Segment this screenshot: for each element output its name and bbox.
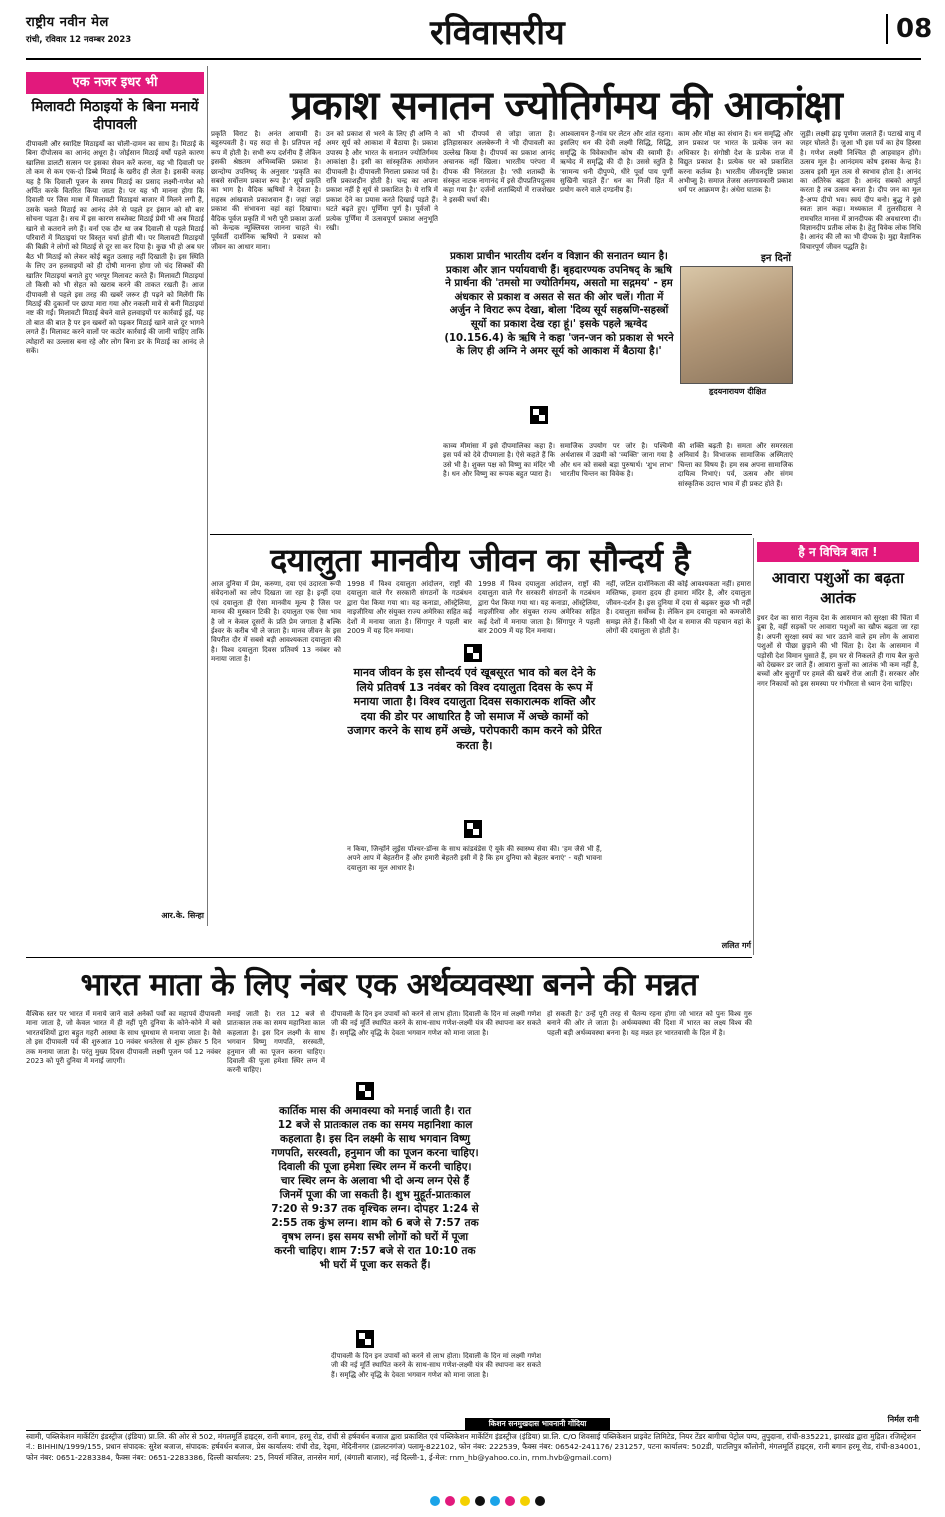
sidebar-headline: मिलावटी मिठाइयों के बिना मनायें दीपावली xyxy=(31,99,199,133)
sidebar-right-body: इधर देश का सारा नेतृत्व देश के आसमान को सुरक्षा की चिंता में डूबा है, वहीं सड़कों पर आवारा पशुओं का खौफ बढ़ता जा रहा है। अपनी सुरक्षा स्वयं का भार उठाने वाले हम लोग के आवारा पशुओं से पीछा छुड़ाने की भी चिंता है। देश के आसमान में पड़ोसी देश विमान घुसाते हैं, हम घर से निकलते ही गाय बैल कुत्ते को देखकर डर जाते हैं। आवारा कुत्तों का आतंक भी कम नहीं है, बच्चों और बुजुर्गों पर हमले की खबरें रोज आती हैं। सरकार और नगर निकायों को इस समस्या पर गंभीरता से ध्यान देना चाहिए। xyxy=(757,614,919,688)
photo-caption: हृदयनारायण दीक्षित xyxy=(708,387,767,396)
decor-square-icon xyxy=(530,406,548,424)
decor-square-icon xyxy=(356,1330,374,1348)
sidebar-body: दीपावली और स्वादिष्ट मिठाइयों का चोली-दामन का साथ है। मिठाई के बिना दीपोत्सव का आनंद अधूरा है। जोईसान मिठाई वर्षों पहले कारण खालिस डालटी सत्सन पर इसका सेवन करें करना, यह भी दिवाली पर तो कम से कम एक-दो डिब्बे मिठाई के खरीद ही लेता है। इसकी वजह यह है कि दिवाली पूजन के समय मिठाई का प्रसाद लक्ष्मी-गणेश को अर्पित करके वितरित किया जाता है। पर यह भी मानना होगा कि दिवाली पर जिस मात्रा में मिलावटी मिठाइयां बाजार में मिलने लगी हैं, उसके चलते मिठाई का आनंद लेने से पहले हर इंसान को सौ बार सोचना पड़ता है। सच में इस कारण सब्जेक्ट मिठाई प्रेमी भी अब मिठाई खाने से कतराने लगे हैं। वर्ना एक दौर था जब दिवाली से पहले मिठाई परिवारों में मिठाइयां पर विस्तृत चर्चा होती थी। पर मिलावटी मिठाइयों की बिक्री ने लोगों को मिठाई से दूर सा कर दिया है। कुछ भी हो अब घर बैठ भी मिठाई को लेकर कोई बहुत उत्साह नहीं दिखाती है। इस स्थिति के लिए उन हलवाइयों को ही दोषी मानना होगा जो चंद सिक्कों की खातिर मिठाइयां बनाते हुए भरपूर मिलावट करते हैं। मिलावटी मिठाइयां तो किसी को भी सेहत को खराब करने की ताकत रखती हैं। आज दीपावली से पहले इस तरह की खबरें जरूर ही पढ़ने को मिलेंगी कि मिठाई की दुकानों पर छापा मारा गया और नकली मावे से बनी मिठाइयां नष्ट की गईं। मिलावटी मिठाई बेचने वाले हलवाइयों पर कार्रवाई हुई, यह तो बात की बात है पर इन खबरों को पढ़कर मिठाई खाने वाले दूर भागने लगते हैं। मिलावट करने वालों पर कठोर कार्रवाई की जानी चाहिए ताकि त्योहारों का उल्लास बना रहे और लोग बिना डर के मिठाई का आनंद ले सकें। xyxy=(26,140,204,355)
lead-pullquote: प्रकाश प्राचीन भारतीय दर्शन व विज्ञान की सनातन ध्यान है। प्रकाश और ज्ञान पर्यायवाची हैं। बृहदारण्यक उपनिषद् के ऋषि ने प्रार्थना की 'तमसो मा ज्योतिर्गमय, असतो मा सद्गमय' - हम अंधकार से प्रकाश व असत से सत की ओर चलें। गीता में अर्जुन ने विराट रूप देखा, बोला 'दिव्य सूर्य सहस्रणि-सहस्त्रों सूर्यो का प्रकाश देख रहा हूं।' इसके पहले ऋग्वेद (10.156.4) के ऋषि ने कहा 'जन-जन को प्रकाश से भरने के लिए ही अग्नि ने अमर सूर्य को आकाश में बैठाया है।' xyxy=(444,251,674,358)
author-photo xyxy=(680,266,793,384)
second-col-1: आज दुनिया में प्रेम, करुणा, दया एवं उदारता रूपी संवेदनाओं का लोप दिखता जा रहा है। इन्हीं दया एवं दयालुता ही ऐसा मानवीय मूल्य है जिस पर मानव की मुस्कान टिकी है। दयालुता एक ऐसा भाव है जो न केवल दूसरों के प्रति प्रेम जगाता है बल्कि ईश्वर के करीब भी ले जाता है। मानव जीवन के इस विपरीत दौर में सबसे बड़ी आवश्यकता दयालुता की है। विश्व दयालुता दिवस प्रतिवर्ष 13 नवंबर को मनाया जाता है। xyxy=(211,580,341,664)
sidebar-tag: एक नजर इधर भी xyxy=(26,72,204,94)
decor-square-icon xyxy=(356,1082,374,1100)
footer-imprint: स्वामी, पब्लिकेशन मार्केटिंग इंडस्ट्रीज (इंडिया) प्रा.लि. की ओर से 502, मंगलमूर्ति हाइट्स, रानी बगान, हरमू रोड, रांची से हर्षवर्धन बजाज द्वारा प्रकाशित एवं पब्लिकेशन मार्केटिंग इंडस्ट्रीज (इंडिया) प्रा.लि. C/O शिवसाई पब्लिकेशन प्राइवेट लिमिटेड, नियर टेंडर बागीचा पेट्रोल पम्प, तुपुदाना, रांची-835221, झारखंड द्वारा मुद्रित। रजिस्ट्रेशन नं.: BIHHIN/1999/155, प्रधान संपादक: सुरेश बजाज, संपादक: हर्षवर्धन बजाज, प्रेस कार्यालय: रांची रोड, रेड्मा, मेदिनीनगर (डालटनगंज) पलामू-822102, फोन नंबर: 222539, फैक्स नंबर: 06542-241176/ 231257, पटना कार्यालय: 502डी, पाटलिपुत्र कॉलोनी, मंगलमूर्ति हाइट्स, रानी बगान हरमू रोड, रांची-834001, फोन नंबर: 0651-2283384, फैक्स नंबर: 0651-2283386, दिल्ली कार्यालय: 25, नियर्स मंजिल, तानसेन मार्ग, (बंगाली बाजार), नई दिल्ली-1, ई-मेल: rnm_hb@yahoo.co.in, rnm.hvb@gmail.com) xyxy=(26,1432,921,1462)
lead-col-2: उन को प्रकाश से भरने के लिए ही अग्नि ने अमर सूर्य को आकाश में बैठाया है। प्रकाश उपास्य है और भारत के सनातन ज्योतिर्गमय आकांक्षा है। इसी का सांस्कृतिक आयोजन दीपावली है। दीपावली निराला प्रकाश पर्व है। रात्रि प्रकाशहीन होती है। चन्द्र का अपना प्रकाश नहीं है सूर्य से प्रकाशित है। ये रात्रि में प्रकाश देने का प्रयास करते दिखाई पड़ते हैं। घटते बढ़ते हुए। पूर्णिमा पूर्ण है। पूर्वजों ने प्रत्येक पूर्णिमा में उत्सवपूर्ण प्रकाश अनुभूति रखी। xyxy=(326,130,438,233)
masthead-rule xyxy=(26,58,921,60)
lead-col-b2: समाजिक उपयोग पर जोर है। पश्चिमी अर्थशास्त्र में उद्यमी को 'व्यक्ति' जाना गया है और धन को सबसे बड़ा पुरुषार्थ। 'शुभ लाभ' भारतीय चिन्तन का विवेक है। xyxy=(560,442,673,479)
masthead xyxy=(26,12,226,45)
sidebar-byline: आर.के. सिन्हा xyxy=(161,911,204,920)
section-rule xyxy=(26,957,752,958)
third-col-2: मनाई जाती है। रात 12 बजे से प्रातःकाल तक का समय महानिशा काल कहलाता है। इस दिन लक्ष्मी के साथ भगवान विष्णु गणपति, सरस्वती, हनुमान जी का पूजन करना चाहिए। दिवाली की पूजा हमेशा स्थिर लग्न में करनी चाहिए। xyxy=(227,1010,325,1075)
third-byline: किशन सनमुखदास भावनानी गोंदिया xyxy=(465,1418,610,1430)
newspaper-logo: राष्ट्रीय नवीन मेल xyxy=(26,15,109,30)
third-headline: भारत माता के लिए नंबर एक अर्थव्यवस्था बनने की मन्नत xyxy=(80,967,698,1003)
page-number: 08 xyxy=(886,14,932,44)
lead-col-1: प्रकृति विराट है। अनंत आयामी है। बहुरुपवती है। यह सदा से है। प्रतिपल नई रूप में होती है। सभी रूप दर्शनीय हैं लेकिन इसकी श्रेष्ठतम अभिव्यक्ति प्रकाश है। छान्दोग्य उपनिषद् के अनुसार 'प्रकृति का सबसे सर्वोत्तम प्रकाश रूप है।' सूर्य प्रकृति का भाग है। वैदिक ऋषियों ने देवता है। सहस्त्र आंखवाले प्रकाशवान हैं। जहां जहां प्रकाश की संभावना वहां वहां दिखाया। वैदिक पूर्वज प्रकृति में भरी पूरी प्रकाश ऊर्जा को केन्द्रक न्यूक्लियस जानना चाहते थे। पूर्ववर्ती दार्शनिक ऋषियों ने प्रकाश को जीवन का आधार माना। xyxy=(211,130,321,251)
lead-col-3: को भी दीपपर्व से जोड़ा जाता है। इतिहासकार अलबेरूनी ने भी दीपावली का उल्लेख किया है। दीपपर्व का प्रकाश आनंद अचानक नहीं खिला। भारतीय परंपरा में दीपक की निरंतरता है। 'रघी शताब्दी के संस्कृत नाटक नागानंद में इसे दीपप्रतिपदुत्सव कहा गया है।' दर्जनों शताब्दियों में राजशेखर ने इसकी चर्चा की। xyxy=(443,130,555,204)
registration-dot xyxy=(445,1496,455,1506)
registration-dot xyxy=(505,1496,515,1506)
section-rule xyxy=(210,534,752,535)
footer-rule xyxy=(26,1430,921,1431)
column-divider xyxy=(753,538,754,955)
registration-dot xyxy=(520,1496,530,1506)
third-pullquote: कार्तिक मास की अमावस्या को मनाई जाती है। रात 12 बजे से प्रातःकाल तक का समय महानिशा काल कहलाता है। इस दिन लक्ष्मी के साथ भगवान विष्णु गणपति, सरस्वती, हनुमान जी का पूजन करना चाहिए। दिवाली की पूजा हमेशा स्थिर लग्न में करनी चाहिए। चार स्थिर लग्न के अलावा भी दो अन्य लग्न ऐसे हैं जिनमें पूजा की जा सकती है। शुभ मुहूर्त-प्रातःकाल 7:20 से 9:37 तक वृश्चिक लग्न। दोपहर 1:24 से 2:55 तक कुंभ लग्न। शाम को 6 बजे से 7:57 तक वृषभ लग्न। इस समय सभी लोगों को घरों में पूजा करनी चाहिए। शाम 7:57 बजे से रात 10:10 तक भी घरों में पूजा कर सकते हैं। xyxy=(271,1105,479,1271)
decor-square-icon xyxy=(464,820,482,838)
section-title: रविवासरीय xyxy=(430,13,565,53)
lead-col-5: काम और मोक्ष का संधान है। धन समृद्धि और ज्ञान प्रकाश पर भारत के प्रत्येक जन का अधिकार है। संगोष्ठी देश के प्रत्येक राज में विद्युत प्रकाश है। प्रत्येक घर को प्रकाशित करना कर्तव्य है। भारतीय जीवनदृष्टि प्रकाश अभीप्सु है। समाज तेजस अलगावकारी प्रकाश धर्म पर आक्रमण है। अंधेरा घातक है। xyxy=(678,130,793,195)
registration-dot xyxy=(535,1496,545,1506)
second-col-2b: 1998 में विश्व दयालुता आंदोलन, राष्ट्रों की दयालुता वाले गैर सरकारी संगठनों के गठबंधन द्वारा पेश किया गया था। यह कनाडा, ऑस्ट्रेलिया, नाइजीरिया और संयुक्त राज्य अमेरिका सहित कई देशों में मनाया जाता है। सिंगापुर ने पहली बार 2009 में यह दिन मनाया। xyxy=(478,580,600,636)
registration-dot xyxy=(475,1496,485,1506)
lead-col-4: आश्वलायन है-गांव घर लेटन और शांत रहना। इसलिए धन की देवी लक्ष्मी सिद्धि, सिद्धि, समृद्धि के विवेकाधीन कोष की स्वामी हैं। ऋग्वेद में समृद्धि की दी है। उससे स्तुति है 'सामन्य धनी दीपुण्ये, धीरे पूर्वा पाय पूर्णी सुखिनी चाहते हैं।' धन का निजी हित में प्रयोग करने वाले दण्डनीय हैं। xyxy=(560,130,673,195)
second-headline: दयालुता मानवीय जीवन का सौन्दर्य है xyxy=(270,541,690,579)
color-registration-dots xyxy=(430,1496,545,1506)
second-col-2: 1998 में विश्व दयालुता आंदोलन, राष्ट्रों की दयालुता वाले गैर सरकारी संगठनों के गठबंधन द्वारा पेश किया गया था। यह कनाडा, ऑस्ट्रेलिया, नाइजीरिया और संयुक्त राज्य अमेरिका सहित कई देशों में मनाया जाता है। सिंगापुर ने पहली बार 2009 में यह दिन मनाया। xyxy=(347,580,472,636)
second-col-3: नहीं, जटिल दार्शनिकता की कोई आवश्यकता नहीं। हमारा मस्तिष्क, हमारा हृदय ही हमारा मंदिर है, और दयालुता जीवन-दर्शन है। इस दुनिया में दया से बढ़कर कुछ भी नहीं है। दयालुता सर्वोच्च है। लेकिन हम दयालुता को कमजोरी समझ लेते हैं। किसी भी देश व समाज की पहचान वहां के लोगों की दयालुता से होती है। xyxy=(606,580,751,636)
second-col-4: न किया, जिन्होंने लूईस पॉश्चर-डॉन्स के साथ कांडवंडेस ऐ यूके की स्वास्थ्य सेवा की। 'हम जैसे भी हैं, अपने आप में बेहतरीन हैं और हमारी बेहतरी इसी में है कि हम दुनिया को बेहतर बनाएं' - यही भावना दयालुता का मूल आधार है। xyxy=(347,845,602,872)
sidebar-right-tag: है न विचित्र बात ! xyxy=(757,542,919,562)
author-photo-frame xyxy=(680,250,795,400)
dateline: रांची, रविवार 12 नवम्बर 2023 xyxy=(26,35,132,45)
lead-headline: प्रकाश सनातन ज्योतिर्गमय की आकांक्षा xyxy=(290,83,842,129)
third-col-1: वैश्विक स्तर पर भारत में मनाये जाने वाले अनेकों पर्वों का महापर्व दीपावली माना जाता है, जो केवल भारत में ही नहीं पूरी दुनिया के कोने-कोने में बसे भारतवंशियों द्वारा बहुत गहरी आस्था के साथ धूमधाम से मनाया जाता है। वैसे तो इस दीपावली पर्व की शुरुआत 10 नवंबर धनतेरस से शुरू होकर 5 दिन तक मनाया जाता है। परंतु मुख्य दिवस दीपावली लक्ष्मी पूजन पर्व 12 नवंबर 2023 को पूरी दुनिया में मनाई जाएगी। xyxy=(26,1010,221,1066)
registration-dot xyxy=(430,1496,440,1506)
registration-dot xyxy=(460,1496,470,1506)
lead-col-6: जुड़ी। लक्ष्मी ढ़ाइ पूर्णमा जलाते हैं। पटाखे वायु में जहर घोलते हैं। जुआ भी इस पर्व का हेय हिस्सा है। गणेश लक्ष्मी निश्चित ही आहवाहन होंगे। उत्सव मूल है। आनंदमय कोष इसका केन्द्र है। उत्सव इसी मूल तत्व से स्वभाव होता है। आनंद का अतिरेक बढ़ता है। आनंद सबको आपूर्त करता है तब उत्सव बनता है। दीप जन का मूल है-अप्प दीपो भव। स्वयं दीप बनो। बुद्ध ने इसे स्वतः ज्ञान कहा। मध्यकाल में तुलसीदास ने रामचरित मानस में ज्ञानदीपक की अवधारणा दी। विज्ञानदीप प्रतीक लोक है। हेतु विवेक लोक निधि है। आनंद की लौ का भी दीपक है। मुद्दा वैज्ञानिक विचारपूर्ण जीवन पद्धति है। xyxy=(800,130,921,251)
lead-col-b1: काव्य मीमांसा में इसे दीपमालिका कहा है। इस पर्व को देवे दीपमाला है। ऐसे कहते हैं कि उसे भी है। शुक्ल पक्ष को विष्णु का मंदिर भी है। धन और विष्णु का रूपक बहुत प्यारा है। xyxy=(443,442,555,479)
third-col-4: हो सकती है।' उन्हें पूरी तरह से चैतन्य रहना होगा जो भारत को पुनः विश्व गुरु बनाने की ओर ले जाता है। अर्थव्यवस्था की दिशा में भारत का लक्ष्य विश्व की पहली बड़ी अर्थव्यवस्था बनना है। यह मन्नत हर भारतवासी के दिल में है। xyxy=(547,1010,752,1037)
lead-col-b3: की शक्ति बढ़ती है। समता और समरसता अनिवार्य है। विभाजक सामाजिक अस्मिताएं चिन्ता का विषय हैं। हम सब अपना सामाजिक दायित्व निभाएं। पर्व, उत्सव और संगम सांस्कृतिक उदात्त भाव में ही प्रकट होते हैं। xyxy=(678,442,793,488)
third-col-3b: दीपावली के दिन इन उपायों को करने से लाभ होता। दिवाली के दिन मां लक्ष्मी गणेश जी की नई मूर्ति स्थापित करने के साथ-साथ गणेश-लक्ष्मी यंत्र की स्थापना कर सकते हैं। समृद्धि और वृद्धि के देवता भगवान गणेश को माना जाता है। xyxy=(331,1352,541,1379)
second-pullquote: मानव जीवन के इस सौन्दर्य एवं खूबसूरत भाव को बल देने के लिये प्रतिवर्ष 13 नवंबर को विश्व दयालुता दिवस के रूप में मनाया जाता है। विश्व दयालुता दिवस सकारात्मक शक्ति और दया की डोर पर आधारित है जो समाज में अच्छे कामों को उजागर करने के साथ हमें अच्छे, परोपकारी काम करने को प्रेरित करता है। xyxy=(347,666,602,752)
decor-square-icon xyxy=(464,644,482,662)
column-divider xyxy=(207,66,208,926)
third-col-3: दीपावली के दिन इन उपायों को करने से लाभ होता। दिवाली के दिन मां लक्ष्मी गणेश जी की नई मूर्ति स्थापित करने के साथ-साथ गणेश-लक्ष्मी यंत्र की स्थापना कर सकते हैं। समृद्धि और वृद्धि के देवता भगवान गणेश को माना जाता है। xyxy=(331,1010,541,1037)
photo-tag: इन दिनों xyxy=(761,253,791,264)
registration-dot xyxy=(490,1496,500,1506)
second-byline: ललित गर्ग xyxy=(721,941,751,950)
sidebar-right-byline: निर्मल रानी xyxy=(887,1415,919,1424)
sidebar-right-headline: आवारा पशुओं का बढ़ता आतंक xyxy=(771,569,905,607)
